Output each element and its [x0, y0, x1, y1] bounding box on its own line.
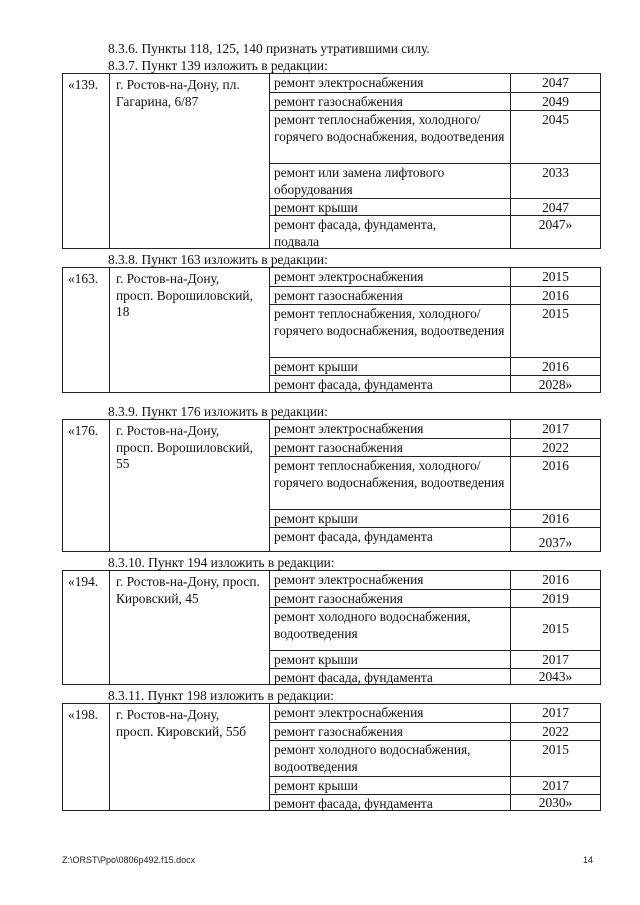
table-row — [269, 794, 601, 811]
year-cell: 2017 — [542, 705, 569, 720]
year-cell: 2022 — [542, 724, 569, 739]
work-type-cell: ремонт холодного водоснабжения, водоотведения — [274, 742, 471, 774]
item-number: «194. — [68, 574, 99, 589]
table-row — [269, 92, 601, 110]
work-type-cell: ремонт крыши — [274, 359, 358, 374]
work-type-cell: ремонт холодного водоснабжения, водоотведения — [274, 609, 471, 641]
schedule-table — [62, 419, 601, 552]
year-cell: 2016 — [542, 511, 569, 526]
footer-page-number: 14 — [583, 855, 594, 865]
work-type-cell: ремонт крыши — [274, 511, 358, 526]
table-row — [269, 438, 601, 456]
table-row — [269, 607, 601, 650]
year-cell: 2028» — [538, 377, 573, 392]
work-type-cell: ремонт электроснабжения — [274, 572, 424, 587]
item-number: «139. — [68, 77, 99, 92]
table-row — [269, 268, 601, 286]
schedule-table — [62, 73, 601, 249]
year-cell: 2015 — [542, 269, 569, 284]
year-cell: 2016 — [542, 572, 569, 587]
table-row — [269, 198, 601, 215]
work-type-cell: ремонт газоснабжения — [274, 288, 403, 303]
work-type-cell: ремонт фасада, фундамента — [274, 670, 433, 685]
table-row — [269, 286, 601, 304]
year-cell: 2016 — [542, 359, 569, 374]
address-cell: г. Ростов-на-Дону, просп. Ворошиловский, 55 — [116, 423, 253, 471]
year-cell: 2045 — [542, 112, 569, 127]
year-cell: 2015 — [542, 742, 569, 757]
year-cell: 2047 — [542, 200, 569, 215]
year-cell: 2037» — [538, 535, 573, 550]
table-row — [269, 740, 601, 776]
item-number: «198. — [68, 707, 99, 722]
work-type-cell: ремонт фасада, фундамента, подвала — [274, 217, 437, 249]
table-row — [269, 650, 601, 668]
section-heading: 8.3.8. Пункт 163 изложить в редакции: — [108, 252, 328, 267]
table-row — [269, 776, 601, 794]
year-cell: 2033 — [542, 165, 569, 180]
work-type-cell: ремонт фасада, фундамента — [274, 796, 433, 811]
work-type-cell: ремонт газоснабжения — [274, 724, 403, 739]
schedule-table — [62, 703, 601, 811]
year-cell: 2043» — [538, 669, 573, 684]
table-row — [269, 74, 601, 92]
year-cell: 2049 — [542, 94, 569, 109]
table-row — [269, 375, 601, 393]
intro-paragraph: 8.3.6. Пункты 118, 125, 140 признать утратившими силу. — [108, 41, 430, 56]
footer-file-path: Z:\ORST\Ppo\0806p492.f15.docx — [62, 855, 196, 865]
work-type-cell: ремонт электроснабжения — [274, 75, 424, 90]
section-heading: 8.3.10. Пункт 194 изложить в редакции: — [108, 555, 335, 570]
item-number: «163. — [68, 271, 99, 286]
table-row — [269, 215, 601, 249]
year-cell: 2019 — [542, 591, 569, 606]
year-cell: 2030» — [538, 795, 573, 810]
table-row — [269, 357, 601, 375]
year-cell: 2047 — [542, 75, 569, 90]
work-type-cell: ремонт электроснабжения — [274, 421, 424, 436]
year-cell: 2015 — [542, 621, 569, 636]
schedule-table — [62, 267, 601, 393]
work-type-cell: ремонт крыши — [274, 200, 358, 215]
table-row — [269, 571, 601, 589]
schedule-table — [62, 570, 601, 685]
work-type-cell: ремонт фасада, фундамента — [274, 377, 433, 392]
section-heading: 8.3.9. Пункт 176 изложить в редакции: — [108, 404, 328, 419]
table-row — [269, 589, 601, 607]
year-cell: 2016 — [542, 288, 569, 303]
year-cell: 2017 — [542, 778, 569, 793]
table-row — [269, 668, 601, 685]
work-type-cell: ремонт газоснабжения — [274, 440, 403, 455]
table-row — [269, 110, 601, 163]
year-cell: 2016 — [542, 458, 569, 473]
item-number: «176. — [68, 423, 99, 438]
work-type-cell: ремонт крыши — [274, 778, 358, 793]
work-type-cell: ремонт теплоснабжения, холодного/горячего водоснабжения, водоотведения — [274, 458, 505, 490]
table-row — [269, 527, 601, 552]
work-type-cell: ремонт или замена лифтового оборудования — [274, 165, 445, 197]
year-cell: 2017 — [542, 652, 569, 667]
table-row — [269, 509, 601, 527]
table-row — [269, 456, 601, 509]
year-cell: 2047» — [538, 217, 573, 232]
year-cell: 2017 — [542, 421, 569, 436]
work-type-cell: ремонт газоснабжения — [274, 94, 403, 109]
section-heading: 8.3.11. Пункт 198 изложить в редакции: — [108, 688, 335, 703]
address-cell: г. Ростов-на-Дону, просп. Кировский, 45 — [116, 574, 260, 606]
section-heading: 8.3.7. Пункт 139 изложить в редакции: — [108, 58, 328, 73]
table-row — [269, 304, 601, 357]
table-row — [269, 420, 601, 438]
table-row — [269, 704, 601, 722]
work-type-cell: ремонт газоснабжения — [274, 591, 403, 606]
year-cell: 2015 — [542, 306, 569, 321]
year-cell: 2022 — [542, 440, 569, 455]
work-type-cell: ремонт электроснабжения — [274, 269, 424, 284]
work-type-cell: ремонт теплоснабжения, холодного/горячего водоснабжения, водоотведения — [274, 112, 505, 144]
work-type-cell: ремонт электроснабжения — [274, 705, 424, 720]
address-cell: г. Ростов-на-Дону, просп. Кировский, 55б — [116, 707, 247, 739]
work-type-cell: ремонт теплоснабжения, холодного/горячего водоснабжения, водоотведения — [274, 306, 505, 338]
work-type-cell: ремонт крыши — [274, 652, 358, 667]
table-row — [269, 722, 601, 740]
table-row — [269, 163, 601, 198]
work-type-cell: ремонт фасада, фундамента — [274, 529, 433, 544]
address-cell: г. Ростов-на-Дону, пл. Гагарина, 6/87 — [116, 77, 240, 109]
address-cell: г. Ростов-на-Дону, просп. Ворошиловский, 18 — [116, 271, 253, 319]
